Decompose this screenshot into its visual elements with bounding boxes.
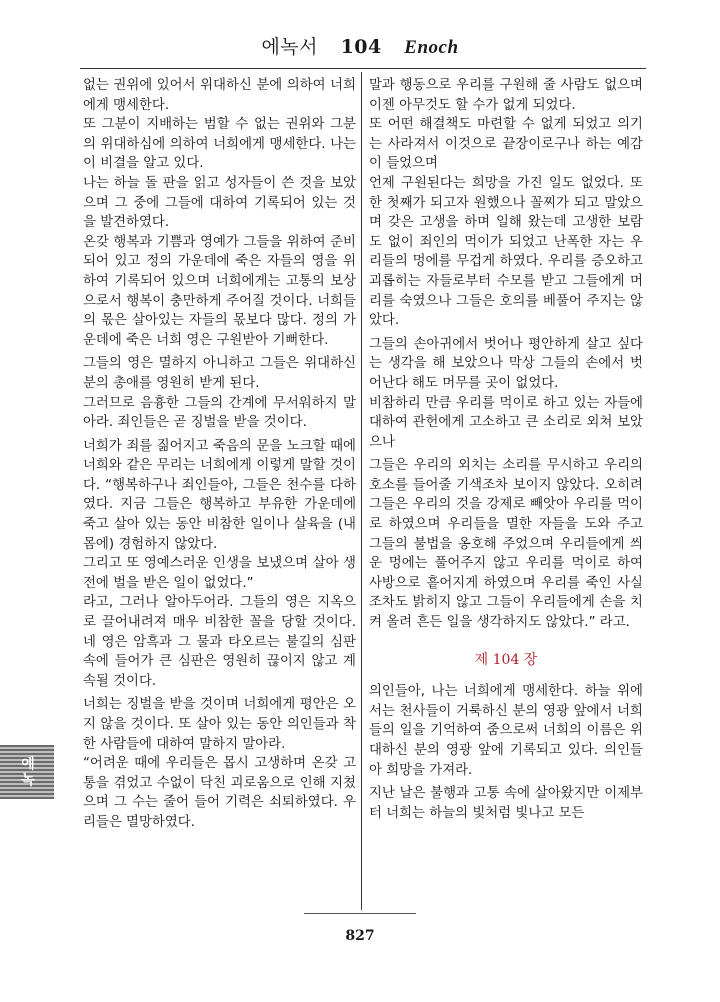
paragraph: 지난 날은 불행과 고통 속에 살아왔지만 이제부터 너희는 하늘의 빛처럼 빛나고 모든 [369, 786, 643, 821]
header-chapter-number: 104 [340, 36, 382, 58]
footer-rule [304, 913, 416, 914]
paragraph: 의인들아, 나는 너희에게 맹세한다. 하늘 위에서는 천사들이 거룩하신 분의 영광 앞에서 너희들의 일을 기억하여 줌으로써 너희의 이름은 위대하신 분의 영광 앞에 기록되고 있다. 의인들아 희망을 가져라. [369, 684, 643, 778]
paragraph: 없는 권위에 있어서 위대하신 분에 의하여 너희에게 맹세한다. [83, 78, 356, 113]
paragraph: 나는 하늘 돌 판을 읽고 성자들이 쓴 것을 보았으며 그 중에 그들에 대하여 기록되어 있는 것을 발견하였다. [83, 175, 356, 231]
paragraph: 그들은 우리의 외치는 소리를 무시하고 우리의 호소를 들어줄 기색조차 보이지 않았다. 오히려 그들은 우리의 것을 강제로 빼앗아 우리를 먹이로 하였으며 우리들을 멸한 자들을 도와 주고 그들의 불법을 옹호해 주었으며 우리들에게 씌운 멍에는 풀어주지 않고 우리를 먹이로 하여 사방으로 흩어지게 하였으며 우리를 죽인 사실조차도 밝히지 않고 그들이 우리들에게 손을 치켜 올려 흔든 일을 생각하지도 않았다.” 라고. [369, 458, 643, 631]
paragraph: 그들의 영은 멸하지 아니하고 그들은 위대하신 분의 총애를 영원히 받게 된다. [83, 356, 356, 391]
chapter-heading: 제 104 장 [474, 651, 538, 668]
paragraph: 언제 구원된다는 희망을 가진 일도 없었다. 또한 첫째가 되고자 원했으나 꼴찌가 되고 말았으며 갖은 고생을 하며 일해 왔는데 고생한 보람도 없이 죄인의 먹이가 되었고 난폭한 자는 우리들의 멍에를 무겁게 하였다. 우리를 증오하고 괴롭히는 자들로부터 수모를 받고 그들에게 머리를 숙였으나 그들은 호의를 베풀어 주지는 않았다. [369, 175, 643, 329]
paragraph: “어려운 때에 우리들은 몹시 고생하며 온갖 고통을 겪었고 수없이 닥친 괴로움으로 인해 지쳤으며 그 수는 줄어 들어 기력은 쇠퇴하였다. 우리들은 멸망하였다. [83, 756, 356, 830]
paragraph: 그리고 또 영예스러운 인생을 보냈으며 살아 생전에 벌을 받은 일이 없었다.” [83, 556, 356, 591]
paragraph: 너희는 징벌을 받을 것이며 너희에게 평안은 오지 않을 것이다. 또 살아 있는 동안 의인들과 착한 사람들에 대하여 말하지 말아라. [83, 697, 356, 752]
paragraph: 라고, 그러나 알아두어라. 그들의 영은 지옥으로 끌어내려져 매우 비참한 꼴을 당할 것이다. 네 영은 암흑과 그 물과 타오르는 불길의 심판 속에 들어가 큰 심판은 영원히 끊이지 않고 계속될 것이다. [83, 595, 356, 689]
header-rule [80, 68, 646, 69]
paragraph: 온갖 행복과 기쁨과 영예가 그들을 위하여 준비되어 있고 정의 가운데에 죽은 자들의 영을 위하여 기록되어 있으며 너희에게는 고통의 보상으로서 행복이 충만하게 주어질 것이다. 너희들의 몫은 살아있는 자들의 몫보다 많다. 정의 가운데에 죽은 너희 영은 구원받아 기뻐한다. [83, 234, 356, 348]
paragraph: 말과 행동으로 우리를 구원해 줄 사람도 없으며 이젠 아무것도 할 수가 없게 되었다. [369, 78, 643, 113]
running-header [0, 32, 720, 59]
book-thumb-tab [0, 745, 54, 799]
header-book-title-en: Enoch [404, 37, 459, 58]
column-divider [361, 72, 362, 910]
paragraph: 그들의 손아귀에서 벗어나 평안하게 살고 싶다는 생각을 해 보았으나 막상 그들의 손에서 벗어난다 해도 머무를 곳이 없었다. [369, 336, 643, 391]
header-book-title: 에녹서 [261, 36, 319, 58]
right-column [369, 76, 643, 823]
paragraph: 또 그분이 지배하는 범할 수 없는 권위와 그분의 위대하심에 의하여 너희에게 맹세한다. 나는 이 비결을 알고 있다. [83, 117, 356, 172]
page-number: 827 [345, 928, 375, 944]
paragraph: 또 어떤 해결책도 마련할 수 없게 되었고 의기는 사라져서 이것으로 끝장이로구나 하는 예감이 들었으며 [369, 117, 643, 172]
paragraph: 너희가 죄를 짊어지고 죽음의 문을 노크할 때에 너희와 같은 무리는 너희에게 이렇게 말할 것이다. “행복하구나 죄인들아, 그들은 천수를 다하였다. 지금 그들은 행복하고 부유한 가운데에 죽고 살아 있는 동안 비참한 일이나 살육을 (내 몸에) 경험하지 않았다. [83, 438, 356, 552]
left-column [83, 76, 356, 833]
book-thumb-tab-label: 에녹 [19, 756, 35, 788]
paragraph: 그러므로 음흉한 그들의 간계에 무서워하지 말아라. 죄인들은 곧 징벌을 받을 것이다. [83, 395, 356, 431]
paragraph: 비참하리 만큼 우리를 먹이로 하고 있는 자들에 대하여 관헌에게 고소하고 큰 소리로 외쳐 보았으나 [369, 395, 643, 450]
